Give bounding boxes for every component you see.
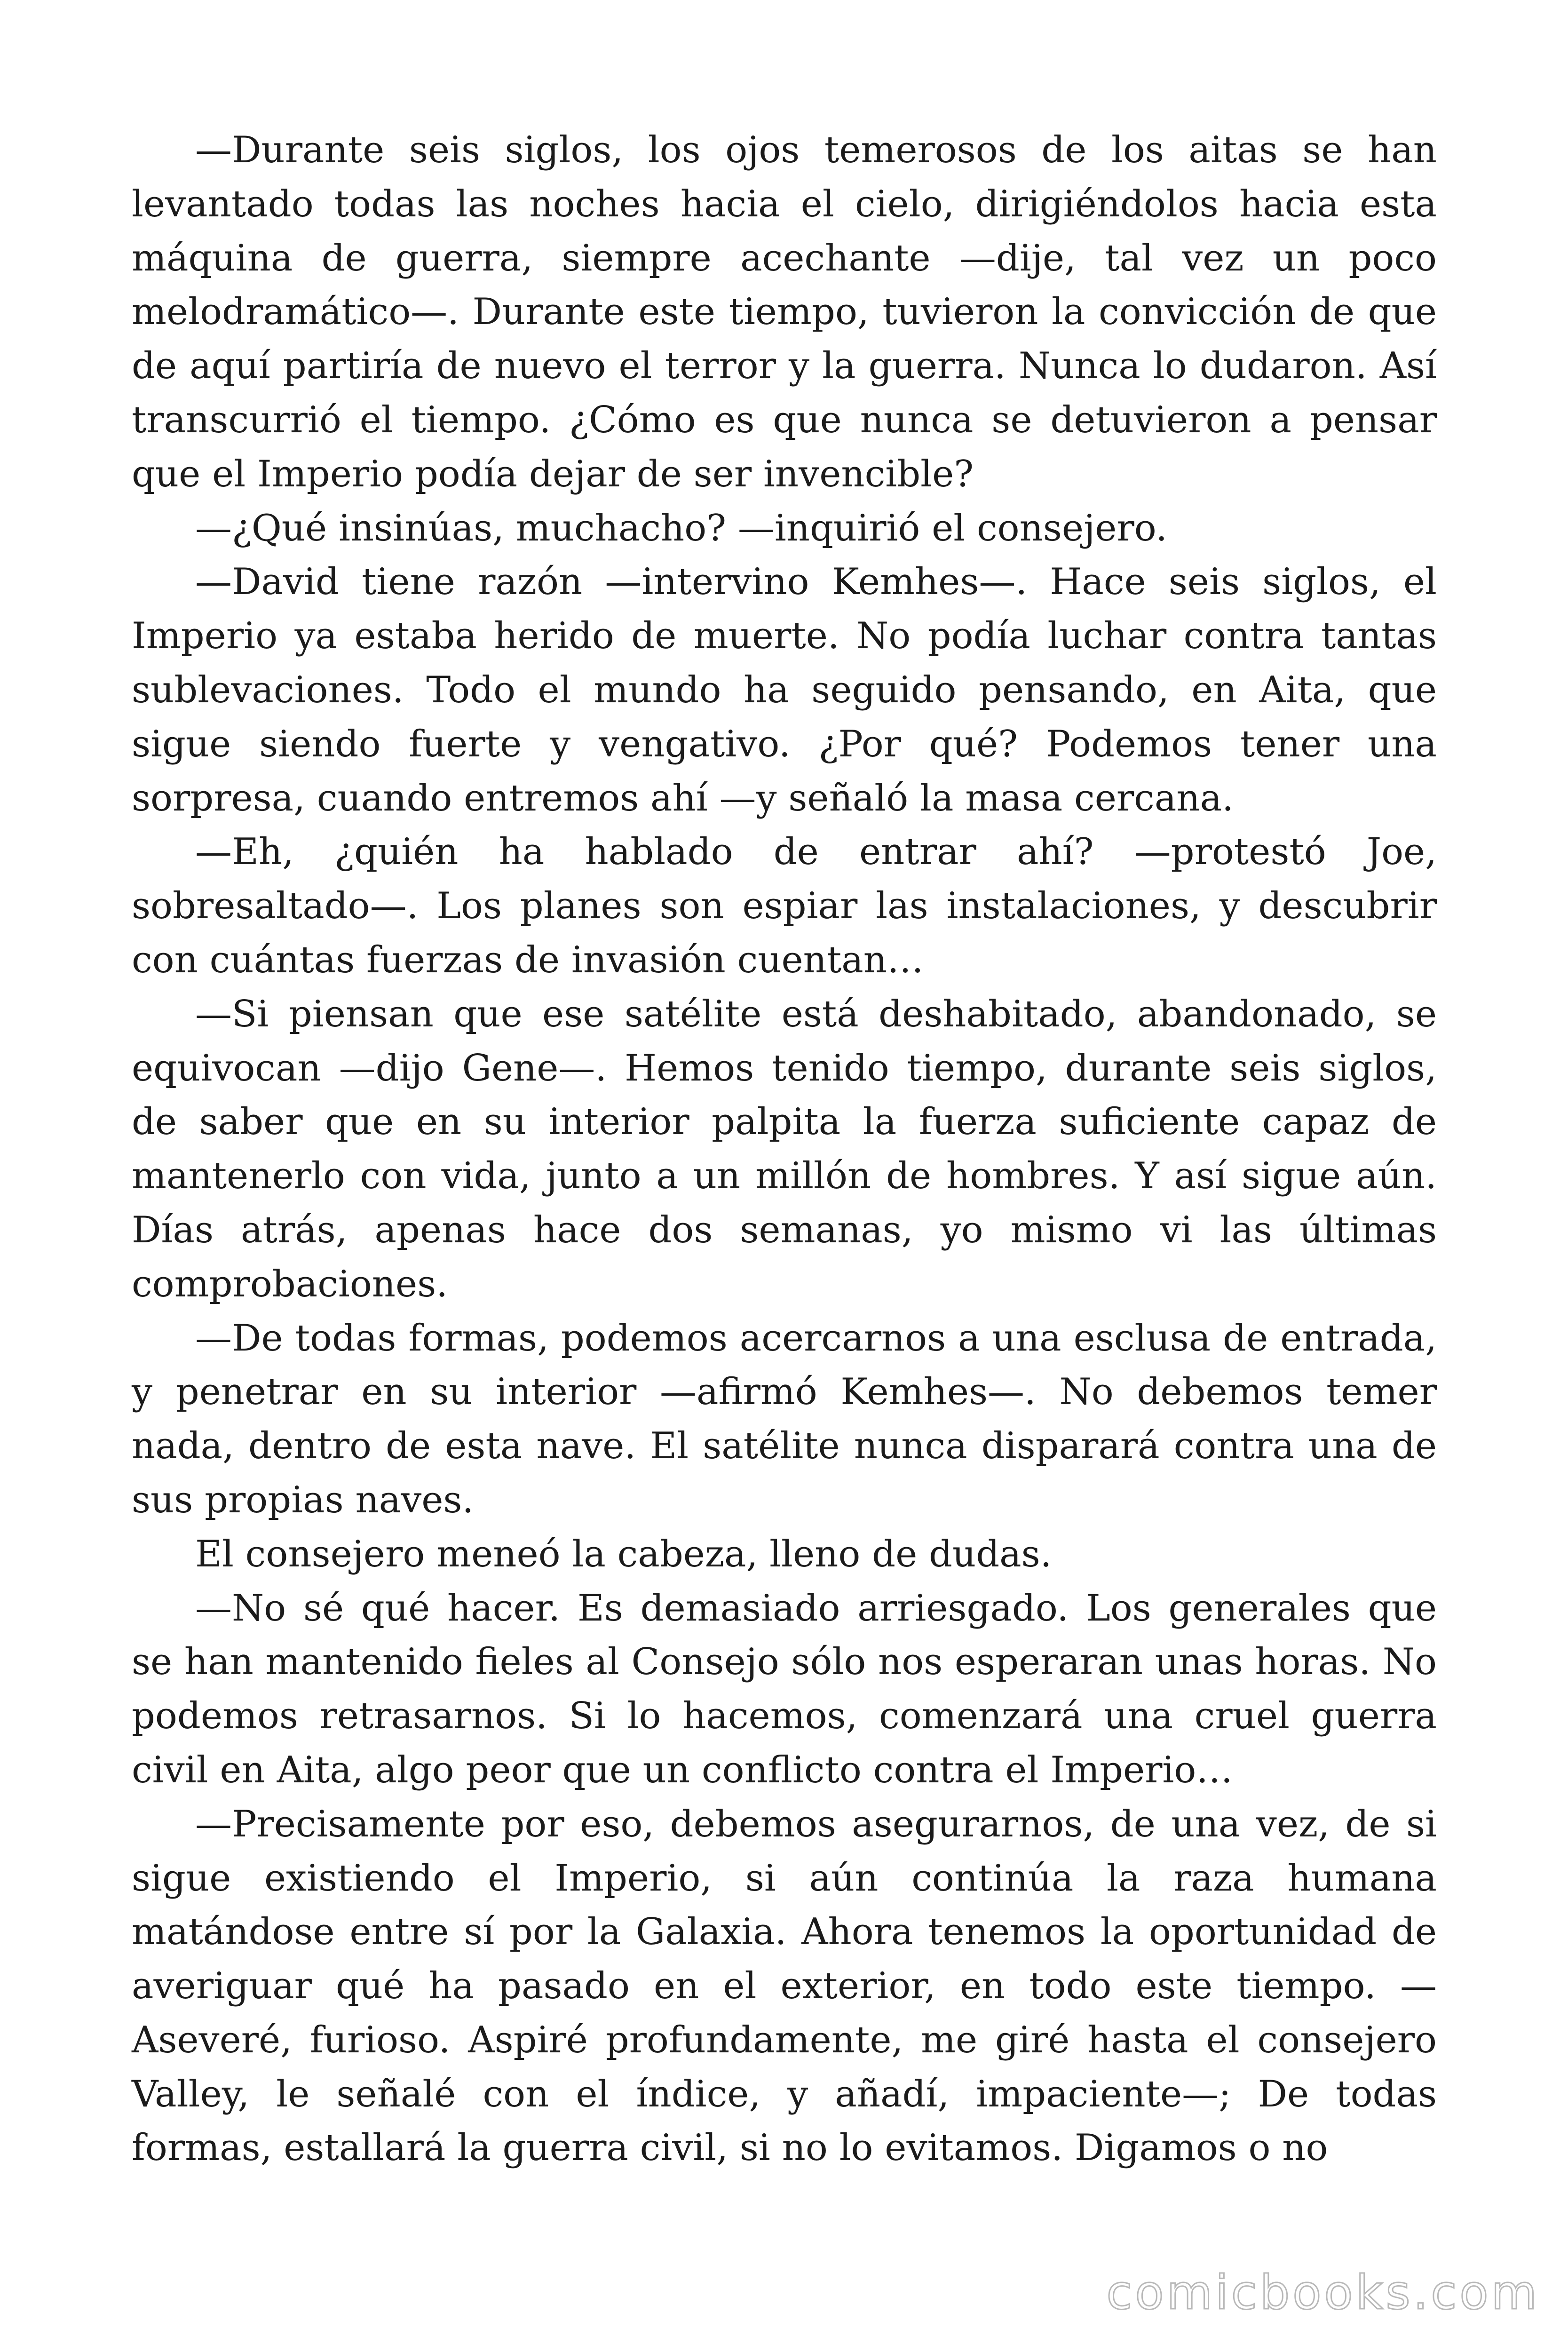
paragraph: —Eh, ¿quién ha hablado de entrar ahí? —protestó Joe, sobresaltado—. Los planes son espiar las instalaciones, y descubrir con cuántas fuerzas de invasión cuentan… bbox=[132, 831, 1437, 981]
paragraph: —Si piensan que ese satélite está deshabitado, abandonado, se equivocan —dijo Gene—. Hemos tenido tiempo, durante seis siglos, de saber que en su interior palpita la fuerza suficiente capaz de mantenerlo con vida, junto a un millón de hombres. Y así sigue aún. Días atrás, apenas hace dos semanas, yo mismo vi las últimas comprobaciones. bbox=[132, 993, 1437, 1305]
paragraph: —Precisamente por eso, debemos asegurarnos, de una vez, de si sigue existiendo el Imperio, si aún continúa la raza humana matándose entre sí por la Galaxia. Ahora tenemos la oportunidad de averiguar qué ha pasado en el exterior, en todo este tiempo. —Aseveré, furioso. Aspiré profundamente, me giré hasta el consejero Valley, le señalé con el índice, y añadí, impaciente—; De todas formas, estallará la guerra civil, si no lo evitamos. Digamos o no bbox=[132, 1803, 1437, 2169]
paragraph: —Durante seis siglos, los ojos temerosos de los aitas se han levantado todas las noches hacia el cielo, dirigiéndolos hacia esta máquina de guerra, siempre acechante —dije, tal vez un poco melodramático—. Durante este tiempo, tuvieron la convicción de que de aquí partiría de nuevo el terror y la guerra. Nunca lo dudaron. Así transcurrió el tiempo. ¿Cómo es que nunca se detuvieron a pensar que el Imperio podía dejar de ser invencible? bbox=[132, 129, 1437, 495]
page-text bbox=[132, 123, 1437, 2175]
paragraph: —No sé qué hacer. Es demasiado arriesgado. Los generales que se han mantenido fieles al Consejo sólo nos esperaran unas horas. No podemos retrasarnos. Si lo hacemos, comenzará una cruel guerra civil en Aita, algo peor que un conflicto contra el Imperio… bbox=[132, 1587, 1437, 1791]
paragraph: —David tiene razón —intervino Kemhes—. Hace seis siglos, el Imperio ya estaba herido de muerte. No podía luchar contra tantas sublevaciones. Todo el mundo ha seguido pensando, en Aita, que sigue siendo fuerte y vengativo. ¿Por qué? Podemos tener una sorpresa, cuando entremos ahí —y señaló la masa cercana. bbox=[132, 561, 1437, 819]
paragraph: El consejero meneó la cabeza, lleno de dudas. bbox=[195, 1533, 1052, 1575]
paragraph: —¿Qué insinúas, muchacho? —inquirió el consejero. bbox=[195, 507, 1168, 549]
watermark: comicbooks.com bbox=[1106, 2265, 1540, 2320]
paragraph: —De todas formas, podemos acercarnos a una esclusa de entrada, y penetrar en su interior —afirmó Kemhes—. No debemos temer nada, dentro de esta nave. El satélite nunca disparará contra una de sus propias naves. bbox=[132, 1317, 1437, 1521]
